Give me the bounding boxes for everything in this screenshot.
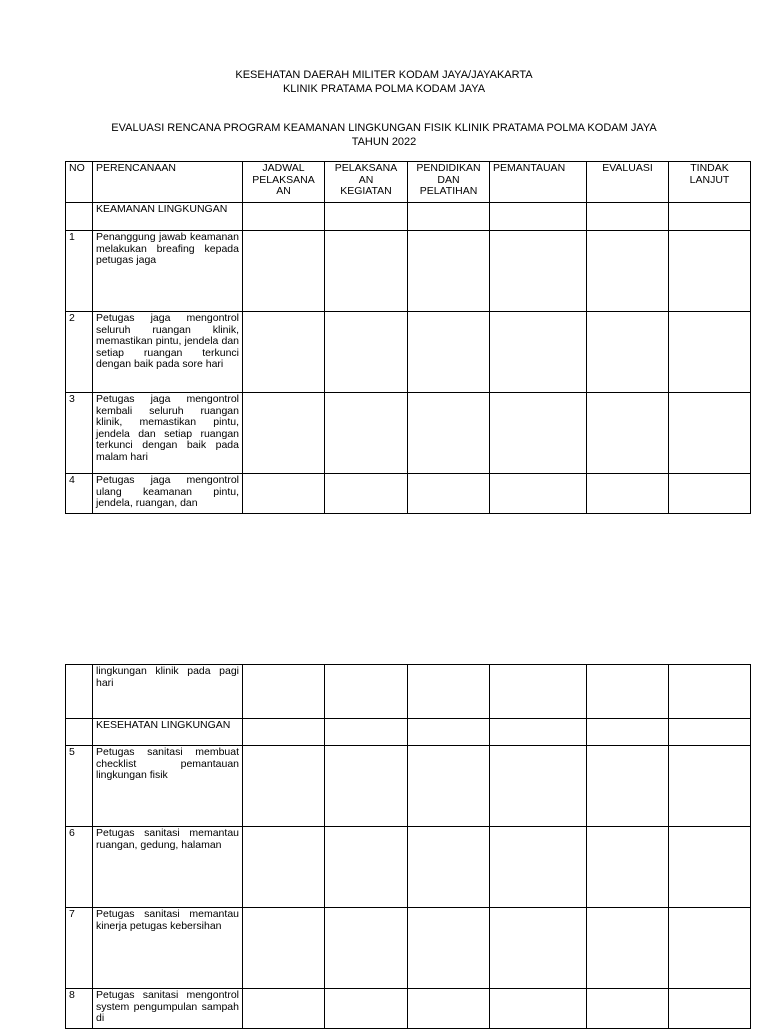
section-heading: KEAMANAN LINGKUNGAN [93,203,243,231]
cell-pelaksanaan [325,393,408,474]
cell-pendidikan [408,746,490,827]
plan-text: Petugas jaga mengontrol seluruh ruangan klinik, memastikan pintu, jendela dan setiap ruangan terkunci dengan baik pada sore hari [93,312,243,393]
cell-tindak [669,989,751,1029]
cell-pemantauan [490,719,587,746]
cell-pendidikan [408,827,490,908]
cell-pemantauan [490,474,587,514]
cell-evaluasi [587,393,669,474]
column-header-pendidikan: PENDIDIKAN DAN PELATIHAN [408,162,490,203]
cell-evaluasi [587,989,669,1029]
column-header-pemantauan: PEMANTAUAN [490,162,587,203]
plan-text: Petugas sanitasi memantau ruangan, gedung, halaman [93,827,243,908]
document-title: EVALUASI RENCANA PROGRAM KEAMANAN LINGKUNGAN FISIK KLINIK PRATAMA POLMA KODAM JAYA [111,122,657,134]
cell-evaluasi [587,231,669,312]
org-line-1: KESEHATAN DAERAH MILITER KODAM JAYA/JAYAKARTA [235,69,533,81]
cell-jadwal [243,474,325,514]
cell-pendidikan [408,989,490,1029]
column-header-jadwal: JADWAL PELAKSANA AN [243,162,325,203]
cell-jadwal [243,746,325,827]
cell-pelaksanaan [325,203,408,231]
cell-pemantauan [490,203,587,231]
table-row [66,474,751,514]
cell-pendidikan [408,665,490,719]
plan-text: Penanggung jawab keamanan melakukan breafing kepada petugas jaga [93,231,243,312]
column-header-tindak: TINDAK LANJUT [669,162,751,203]
cell-pelaksanaan [325,231,408,312]
cell-tindak [669,746,751,827]
row-number: 2 [66,312,93,393]
cell-tindak [669,665,751,719]
document-year: TAHUN 2022 [351,136,417,148]
cell-evaluasi [587,746,669,827]
plan-text: Petugas sanitasi membuat checklist pemantauan lingkungan fisik [93,746,243,827]
cell-pemantauan [490,231,587,312]
table-row [66,827,751,908]
table-row [66,231,751,312]
cell-pelaksanaan [325,312,408,393]
evaluation-table-page-2 [65,664,751,1029]
cell-tindak [669,908,751,989]
cell-pelaksanaan [325,746,408,827]
cell-tindak [669,474,751,514]
section-heading: KESEHATAN LINGKUNGAN [93,719,243,746]
cell-pelaksanaan [325,827,408,908]
cell-pendidikan [408,393,490,474]
cell-pelaksanaan [325,665,408,719]
cell-tindak [669,203,751,231]
plan-text: lingkungan klinik pada pagi hari [93,665,243,719]
column-header-evaluasi: EVALUASI [587,162,669,203]
plan-text: Petugas sanitasi memantau kinerja petugas kebersihan [93,908,243,989]
cell-pemantauan [490,746,587,827]
table-header-row [66,162,751,203]
cell-pelaksanaan [325,719,408,746]
cell-jadwal [243,312,325,393]
cell-evaluasi [587,203,669,231]
cell-pemantauan [490,665,587,719]
row-number: 6 [66,827,93,908]
cell-tindak [669,719,751,746]
row-number [66,719,93,746]
row-number: 1 [66,231,93,312]
cell-pemantauan [490,989,587,1029]
row-number: 4 [66,474,93,514]
section-row [66,203,751,231]
cell-pendidikan [408,908,490,989]
cell-jadwal [243,827,325,908]
cell-jadwal [243,203,325,231]
cell-evaluasi [587,827,669,908]
cell-pendidikan [408,719,490,746]
cell-pendidikan [408,312,490,393]
cell-pendidikan [408,231,490,312]
row-number [66,203,93,231]
table-row [66,746,751,827]
table-row [66,393,751,474]
org-line-2: KLINIK PRATAMA POLMA KODAM JAYA [282,83,486,95]
row-number: 7 [66,908,93,989]
plan-text: Petugas sanitasi mengontrol system pengumpulan sampah di [93,989,243,1029]
cell-evaluasi [587,665,669,719]
cell-evaluasi [587,312,669,393]
cell-pelaksanaan [325,989,408,1029]
row-number: 3 [66,393,93,474]
cell-evaluasi [587,908,669,989]
plan-text: Petugas jaga mengontrol kembali seluruh ruangan klinik, memastikan pintu, jendela dan setiap ruangan terkunci dengan baik pada malam hari [93,393,243,474]
cell-jadwal [243,989,325,1029]
row-number: 8 [66,989,93,1029]
cell-jadwal [243,665,325,719]
cell-pemantauan [490,393,587,474]
cell-tindak [669,393,751,474]
cell-pelaksanaan [325,908,408,989]
cell-pemantauan [490,908,587,989]
table-row [66,312,751,393]
cell-pemantauan [490,827,587,908]
cell-jadwal [243,231,325,312]
cell-evaluasi [587,474,669,514]
plan-text: Petugas jaga mengontrol ulang keamanan pintu, jendela, ruangan, dan [93,474,243,514]
cell-tindak [669,827,751,908]
cell-pemantauan [490,312,587,393]
cell-jadwal [243,719,325,746]
column-header-no: NO [66,162,93,203]
table-row [66,665,751,719]
cell-tindak [669,231,751,312]
column-header-perencanaan: PERENCANAAN [93,162,243,203]
cell-pelaksanaan [325,474,408,514]
table-row [66,989,751,1029]
cell-evaluasi [587,719,669,746]
evaluation-table-page-1 [65,161,751,514]
cell-jadwal [243,908,325,989]
cell-pendidikan [408,203,490,231]
cell-jadwal [243,393,325,474]
table-row [66,908,751,989]
cell-tindak [669,312,751,393]
column-header-pelaksanaan: PELAKSANA AN KEGIATAN [325,162,408,203]
row-number [66,665,93,719]
cell-pendidikan [408,474,490,514]
row-number: 5 [66,746,93,827]
section-row [66,719,751,746]
